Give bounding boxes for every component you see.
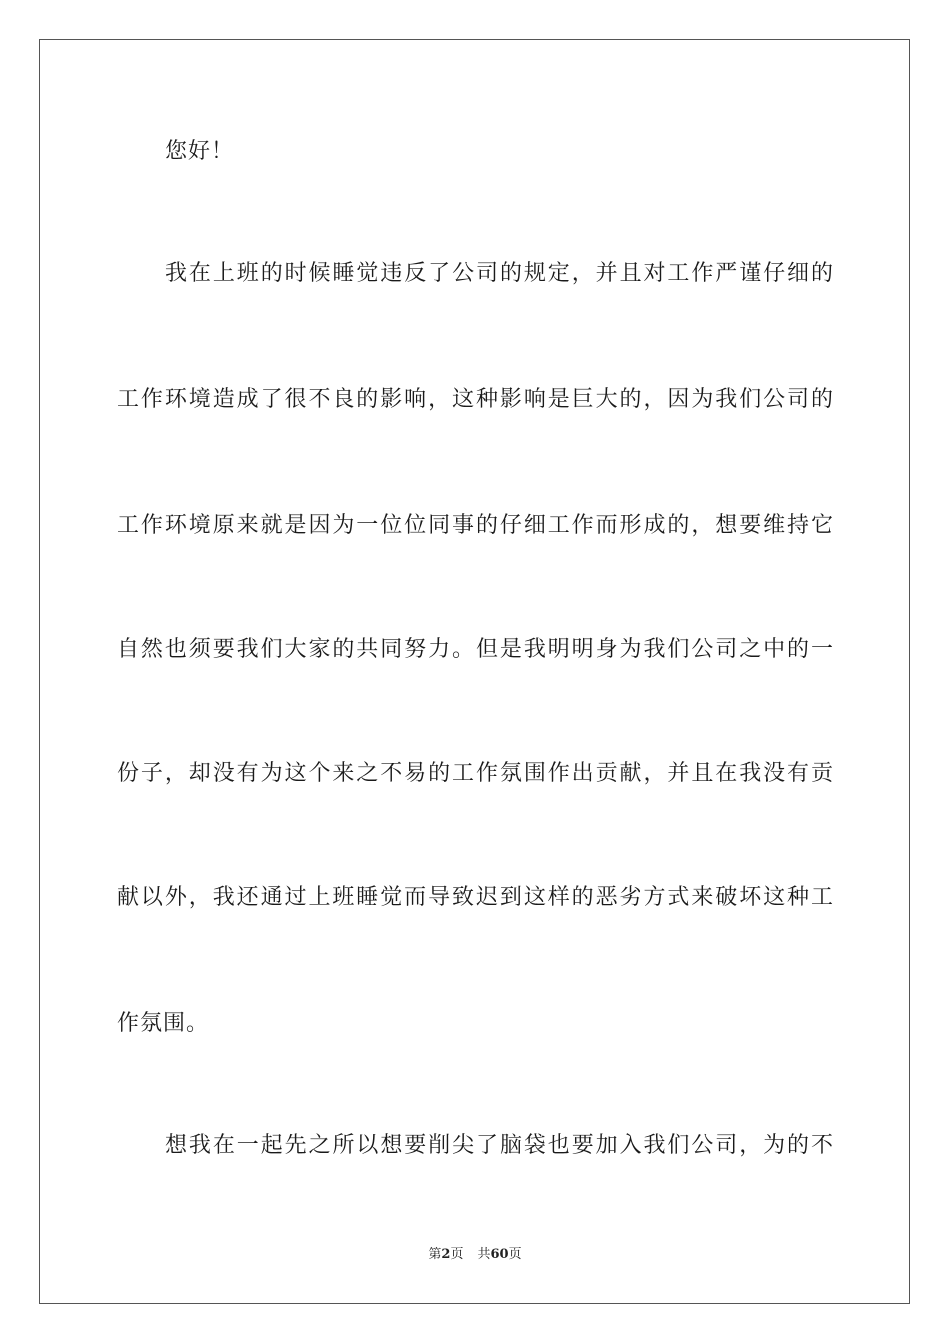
paragraph-1-line-1: 我在上班的时候睡觉违反了公司的规定，并且对工作严谨仔细的 — [165, 261, 833, 286]
footer-total-pages: 60 — [490, 1247, 509, 1262]
paragraph-1-line-3: 工作环境原来就是因为一位位同事的仔细工作而形成的，想要维持它 — [117, 513, 833, 538]
footer-total-prefix: 共 — [477, 1247, 491, 1262]
paragraph-2-line-1: 想我在一起先之所以想要削尖了脑袋也要加入我们公司，为的不 — [165, 1133, 833, 1158]
paragraph-1-line-2: 工作环境造成了很不良的影响，这种影响是巨大的，因为我们公司的 — [117, 387, 833, 412]
paragraph-1-line-7: 作氛围。 — [117, 1011, 210, 1036]
page-border — [39, 39, 910, 1304]
greeting: 您好！ — [165, 139, 235, 164]
paragraph-1-line-4: 自然也须要我们大家的共同努力。但是我明明身为我们公司之中的一 — [117, 637, 833, 662]
paragraph-1-line-5: 份子，却没有为这个来之不易的工作氛围作出贡献，并且在我没有贡 — [117, 761, 833, 786]
footer-page-suffix: 页 — [450, 1247, 464, 1262]
page-footer — [0, 1246, 950, 1264]
footer-total-suffix: 页 — [508, 1247, 522, 1262]
footer-page-prefix: 第 — [428, 1247, 442, 1262]
paragraph-1-line-6: 献以外，我还通过上班睡觉而导致迟到这样的恶劣方式来破坏这种工 — [117, 885, 833, 910]
footer-page-number: 2 — [441, 1247, 451, 1262]
